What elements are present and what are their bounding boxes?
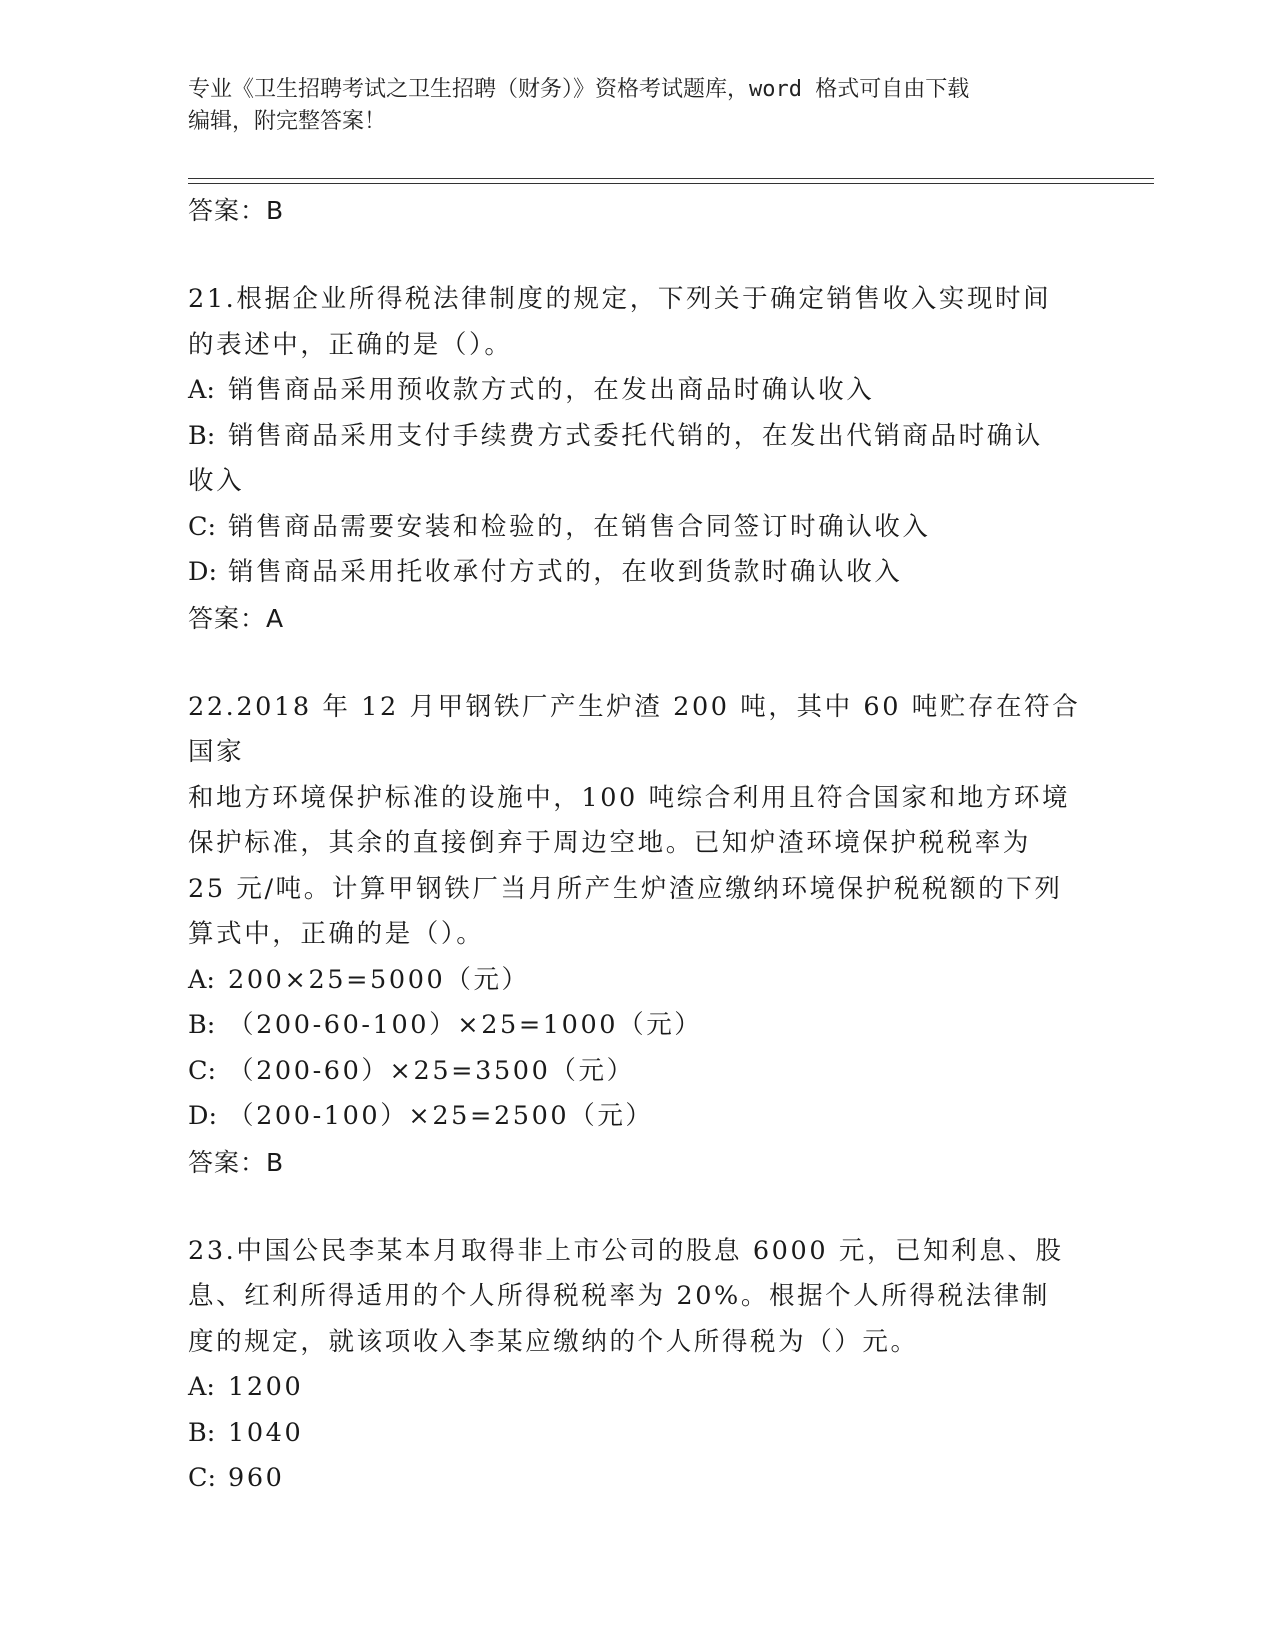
answer-option <box>188 1049 1088 1095</box>
option-text: 1040 <box>228 1417 304 1448</box>
option-text: 销售商品采用支付手续费方式委托代销的，在发出代销商品时确认 <box>228 420 1043 451</box>
option-letter: C: <box>188 1055 217 1086</box>
document-body <box>188 188 1088 1502</box>
question-text-line: 25 元/吨。计算甲钢铁厂当月所产生炉渣应缴纳环境保护税税额的下列 <box>188 873 1063 904</box>
option-letter: B: <box>188 1417 216 1448</box>
answer-option <box>188 505 1088 551</box>
question-spacer <box>188 1185 1088 1229</box>
answer-option <box>188 1411 1088 1457</box>
answer-option <box>188 958 1088 1004</box>
answer-option <box>188 1094 1088 1140</box>
option-text: （200-60-100）×25=1000（元） <box>228 1010 703 1040</box>
option-letter: A: <box>188 964 216 995</box>
question-block <box>188 685 1088 1185</box>
question-text-line: 23.中国公民李某本月取得非上市公司的股息 6000 元，已知利息、股 <box>188 1235 1064 1266</box>
previous-answer: 答案：B <box>188 196 285 225</box>
question-text-line: 度的规定，就该项收入李某应缴纳的个人所得税为（）元。 <box>188 1326 919 1357</box>
question-text-line: 保护标准，其余的直接倒弃于周边空地。已知炉渣环境保护税税率为 <box>188 828 1032 858</box>
answer-option <box>188 1365 1088 1411</box>
option-text: 1200 <box>228 1372 304 1402</box>
question-text-line: 算式中，正确的是（）。 <box>188 919 485 949</box>
option-text: （200-100）×25=2500（元） <box>228 1101 654 1131</box>
document-header <box>188 74 1088 138</box>
question-text-line: 息、红利所得适用的个人所得税税率为 20%。根据个人所得税法律制 <box>188 1281 1050 1311</box>
option-text: 销售商品采用预收款方式的，在发出商品时确认收入 <box>228 375 875 405</box>
option-letter: D: <box>188 1101 218 1131</box>
option-letter: D: <box>188 557 218 587</box>
answer-option <box>188 368 1088 414</box>
question-block <box>188 277 1088 641</box>
question-text-line: 22.2018 年 12 月甲钢铁厂产生炉渣 200 吨，其中 60 吨贮存在符合国家 <box>188 691 1081 767</box>
question-spacer <box>188 233 1088 277</box>
option-letter: B: <box>188 1010 216 1040</box>
question-block <box>188 1229 1088 1502</box>
question-spacer <box>188 641 1088 685</box>
question-text-line: 的表述中，正确的是（）。 <box>188 329 513 360</box>
answer-option <box>188 1003 1088 1049</box>
question-answer: 答案：B <box>188 1147 285 1177</box>
option-text: 销售商品采用托收承付方式的，在收到货款时确认收入 <box>228 557 903 587</box>
answer-option <box>188 1456 1088 1502</box>
header-line-2: 编辑，附完整答案！ <box>188 109 387 134</box>
option-letter: A: <box>188 375 216 405</box>
header-divider-top <box>188 178 1154 179</box>
option-letter: B: <box>188 420 216 451</box>
option-text: 200×25=5000（元） <box>228 964 530 995</box>
option-text: 收入 <box>188 466 245 496</box>
option-letter: C: <box>188 1463 217 1493</box>
answer-option <box>188 459 1088 505</box>
option-text: 销售商品需要安装和检验的，在销售合同签订时确认收入 <box>228 511 931 542</box>
option-text: 960 <box>228 1463 285 1493</box>
option-text: （200-60）×25=3500（元） <box>228 1055 635 1086</box>
option-letter: C: <box>188 511 217 542</box>
question-answer: 答案：A <box>188 603 285 633</box>
header-line-1: 专业《卫生招聘考试之卫生招聘（财务）》资格考试题库，word 格式可自由下载 <box>188 77 970 102</box>
option-letter: A: <box>188 1372 216 1402</box>
answer-option <box>188 414 1088 460</box>
question-text-line: 21.根据企业所得税法律制度的规定，下列关于确定销售收入实现时间 <box>188 284 1052 314</box>
question-text-line: 和地方环境保护标准的设施中，100 吨综合利用且符合国家和地方环境 <box>188 782 1071 813</box>
answer-option <box>188 550 1088 596</box>
header-divider-bottom <box>188 183 1154 184</box>
